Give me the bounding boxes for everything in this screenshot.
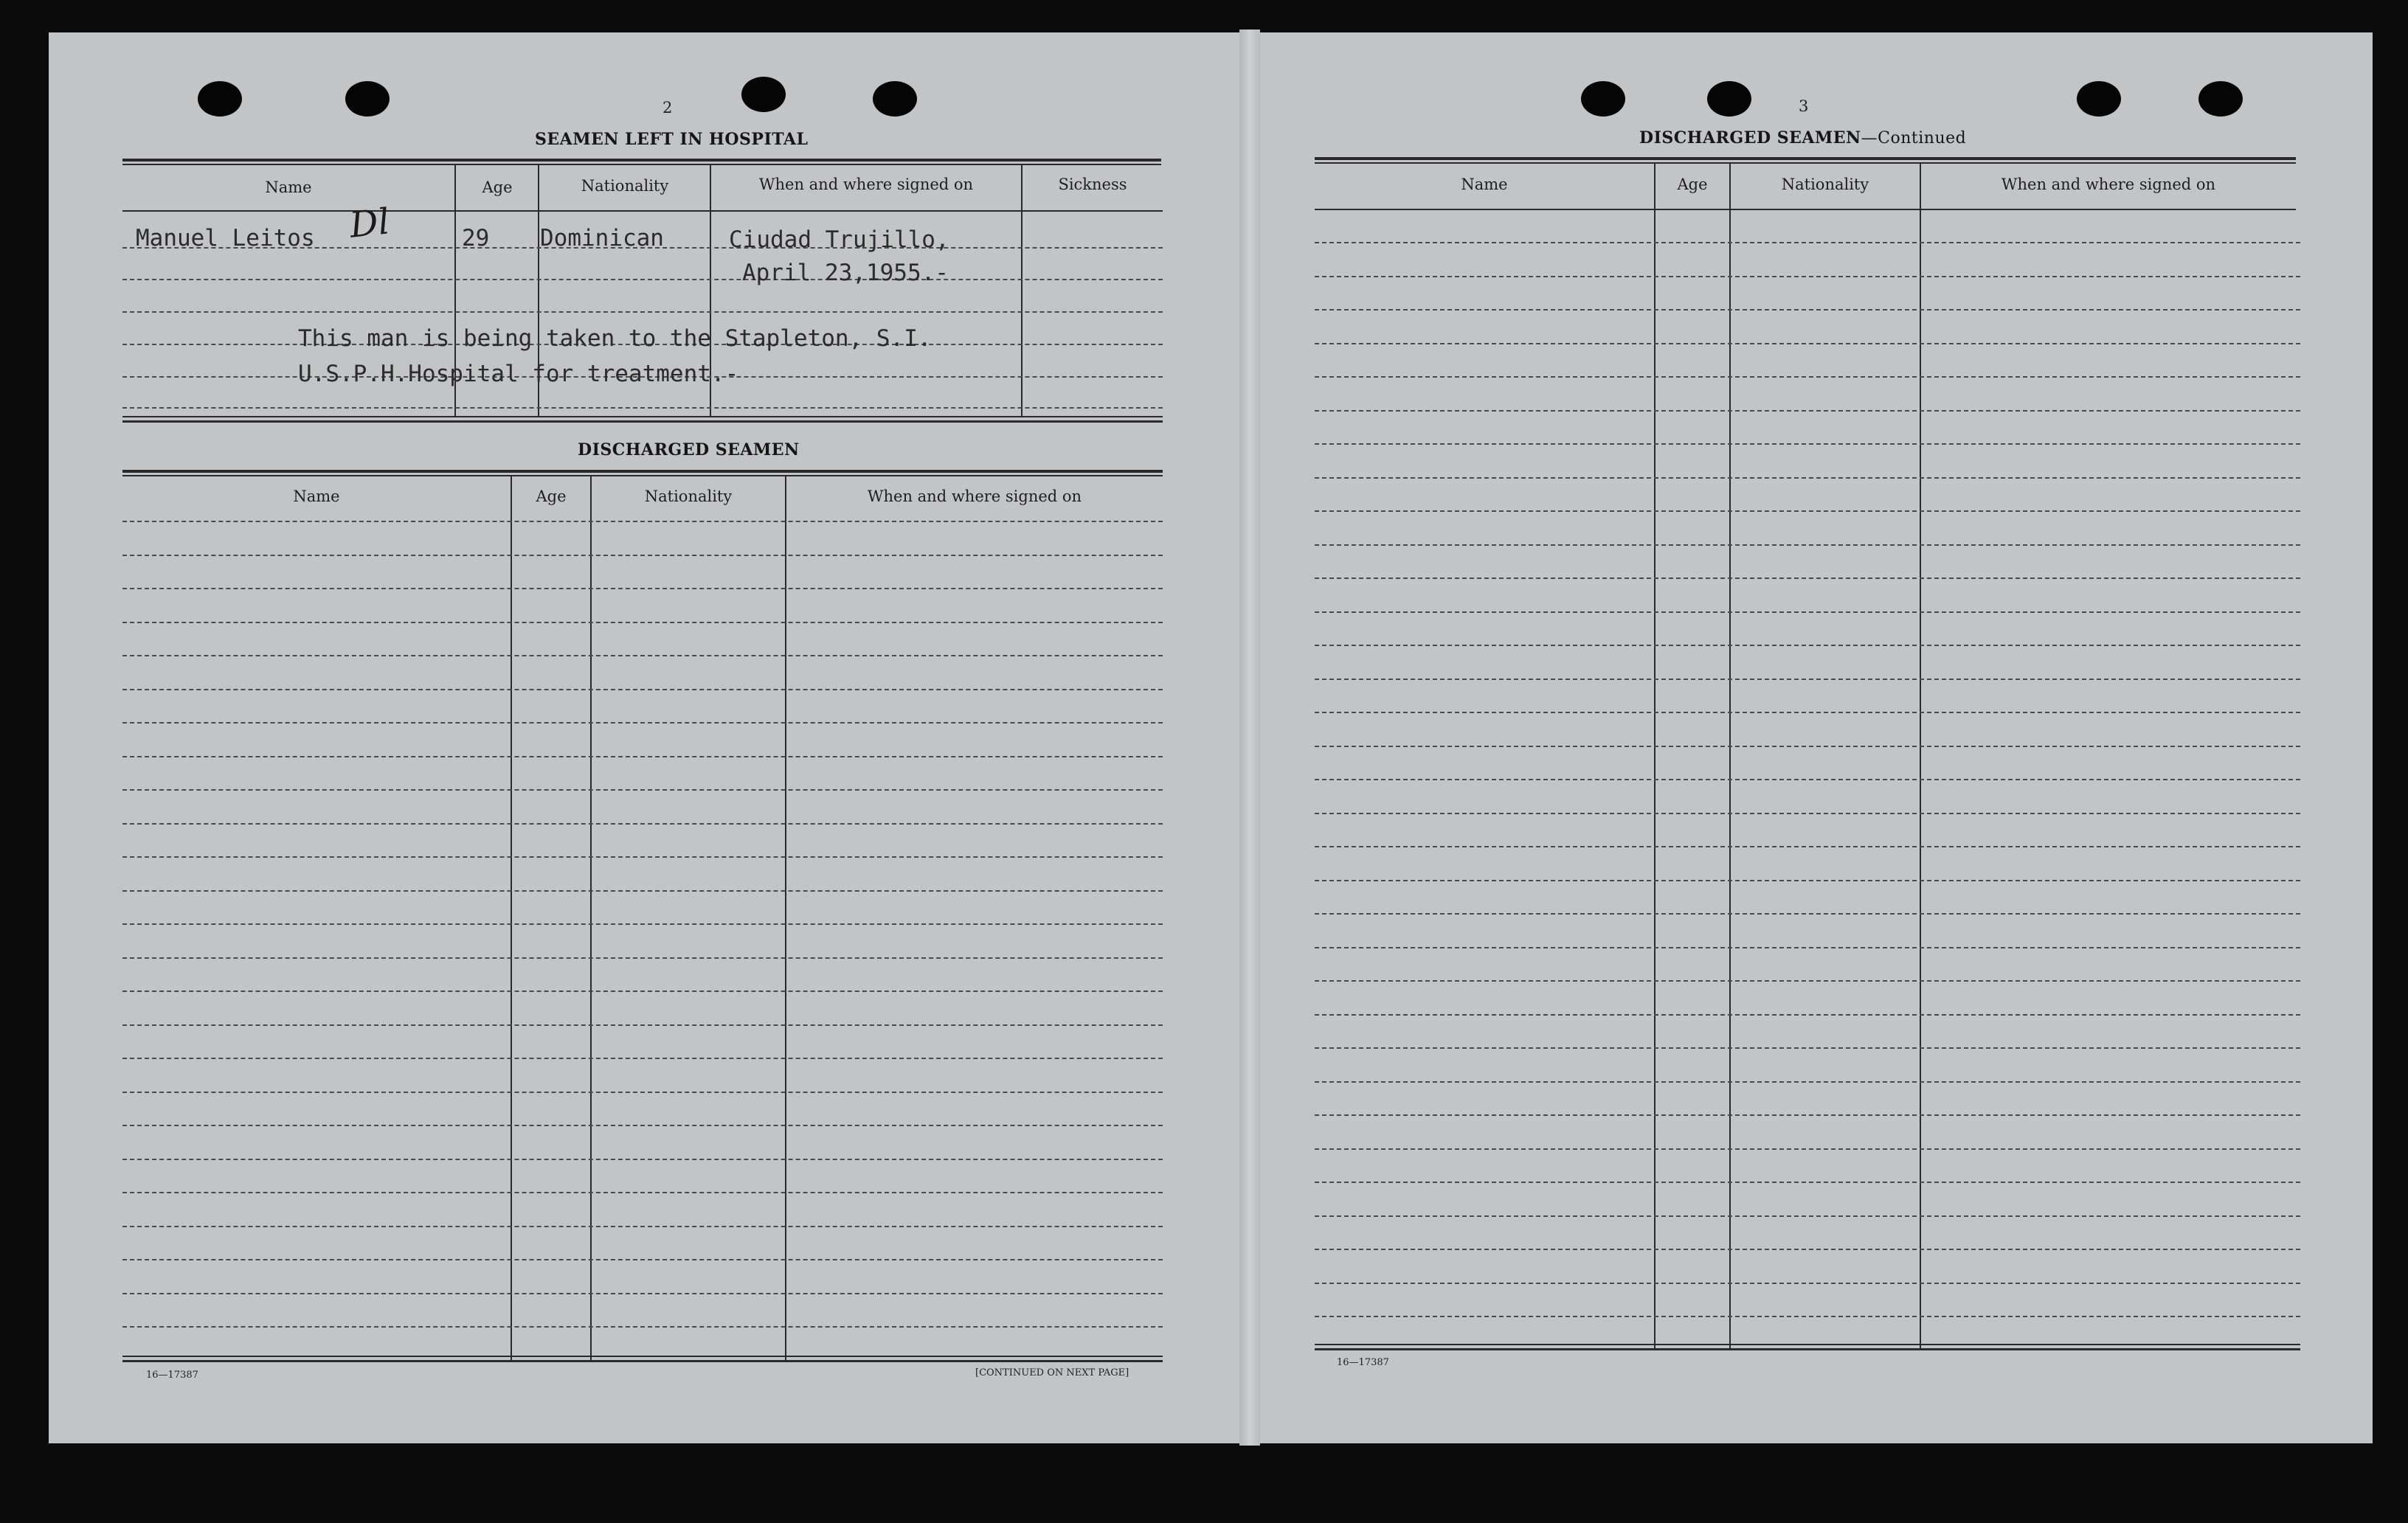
entry-line (122, 588, 1163, 589)
entry-line (1315, 1047, 2300, 1049)
entry-line (122, 1192, 1163, 1193)
seaman-age: 29 (462, 225, 490, 251)
column-header-signed-on: When and where signed on (867, 488, 1082, 505)
entry-line (1315, 1283, 2300, 1284)
punch-hole (2198, 81, 2243, 117)
rule (122, 420, 1163, 423)
column-header-sickness: Sickness (1058, 176, 1127, 193)
entry-line (1315, 813, 2300, 814)
column-divider (511, 475, 512, 1360)
column-divider (1920, 162, 1921, 1348)
entry-line (1315, 443, 2300, 445)
entry-line (122, 1125, 1163, 1126)
entry-line (122, 521, 1163, 522)
rule (122, 475, 1163, 476)
discharged-continued-title (1639, 128, 1966, 148)
column-header-name: Name (1461, 176, 1508, 193)
column-header-age: Age (1677, 176, 1708, 193)
entry-line (1315, 343, 2300, 344)
entry-line (1315, 980, 2300, 982)
rule (122, 159, 1161, 162)
entry-line (122, 923, 1163, 925)
column-divider (1021, 164, 1023, 416)
entry-line (1315, 779, 2300, 780)
column-header-signed-on: When and where signed on (2001, 176, 2216, 193)
entry-line (1315, 242, 2300, 243)
entry-line (122, 689, 1163, 690)
entry-line (1315, 1215, 2300, 1217)
handwritten-initials: Dl (347, 201, 392, 246)
entry-line (122, 1293, 1163, 1294)
document-paper (49, 32, 2373, 1443)
punch-hole (741, 77, 786, 112)
column-header-signed-on: When and where signed on (758, 176, 974, 193)
entry-line (122, 789, 1163, 791)
title-main: DISCHARGED SEAMEN (1639, 128, 1861, 148)
entry-line (122, 655, 1163, 656)
entry-line (122, 1024, 1163, 1026)
column-header-name: Name (293, 488, 340, 505)
column-header-nationality: Nationality (581, 177, 669, 195)
rule (1315, 1344, 2300, 1345)
entry-line (122, 279, 1163, 280)
page-gutter (1239, 30, 1260, 1446)
column-header-name: Name (265, 178, 312, 196)
punch-hole (873, 81, 917, 117)
rule (1315, 209, 2296, 210)
entry-line (1315, 1249, 2300, 1250)
entry-line (122, 823, 1163, 825)
entry-line (1315, 645, 2300, 646)
form-number: 16—17387 (146, 1370, 198, 1381)
form-number: 16—17387 (1337, 1357, 1389, 1368)
rule (122, 470, 1163, 473)
entry-line (1315, 510, 2300, 512)
rule (122, 164, 1161, 165)
continued-note: [CONTINUED ON NEXT PAGE] (975, 1367, 1129, 1378)
entry-line (1315, 1081, 2300, 1083)
column-header-age: Age (536, 488, 567, 505)
column-header-nationality: Nationality (644, 488, 733, 505)
entry-line (122, 856, 1163, 858)
signed-on-place: Ciudad Trujillo, (729, 226, 949, 253)
rule (122, 416, 1163, 417)
rule (122, 210, 1163, 212)
entry-line (122, 957, 1163, 959)
entry-line (122, 890, 1163, 892)
page-number: 2 (662, 99, 673, 117)
entry-line (122, 1326, 1163, 1328)
column-divider (1654, 162, 1656, 1348)
entry-line (1315, 746, 2300, 747)
rule (1315, 157, 2296, 160)
entry-line (1315, 947, 2300, 948)
hospital-note: This man is being taken to the Stapleton, S.I. (298, 325, 932, 352)
entry-line (122, 1159, 1163, 1160)
entry-line (1315, 1148, 2300, 1150)
entry-line (1315, 376, 2300, 378)
entry-line (1315, 309, 2300, 311)
entry-line (1315, 1316, 2300, 1317)
title-suffix: —Continued (1861, 129, 1967, 148)
entry-line (122, 756, 1163, 757)
entry-line (122, 1226, 1163, 1227)
entry-line (1315, 611, 2300, 613)
entry-line (1315, 410, 2300, 412)
entry-line (1315, 477, 2300, 479)
rule (1315, 162, 2296, 164)
hospital-section-title: SEAMEN LEFT IN HOSPITAL (535, 130, 809, 149)
entry-line (122, 1259, 1163, 1260)
column-divider (1729, 162, 1731, 1348)
entry-line (122, 1058, 1163, 1059)
punch-hole (345, 81, 390, 117)
rule (122, 1356, 1163, 1357)
entry-line (1315, 1114, 2300, 1116)
entry-line (1315, 846, 2300, 847)
page-number: 3 (1799, 97, 1809, 115)
entry-line (122, 622, 1163, 623)
entry-line (122, 311, 1163, 313)
rule (1315, 1348, 2300, 1350)
seaman-name: Manuel Leitos (136, 225, 315, 251)
entry-line (1315, 880, 2300, 881)
punch-hole (1581, 81, 1625, 117)
entry-line (1315, 679, 2300, 680)
column-divider (590, 475, 592, 1360)
signed-on-date: April 23,1955.- (742, 260, 949, 286)
entry-line (1315, 1182, 2300, 1183)
entry-line (1315, 1014, 2300, 1016)
punch-hole (198, 81, 242, 117)
punch-hole (2077, 81, 2121, 117)
entry-line (122, 1092, 1163, 1093)
punch-hole (1707, 81, 1751, 117)
entry-line (122, 991, 1163, 992)
entry-line (1315, 712, 2300, 713)
discharged-section-title: DISCHARGED SEAMEN (578, 440, 800, 459)
seaman-nationality: Dominican (540, 225, 664, 251)
rule (122, 1360, 1163, 1362)
entry-line (1315, 577, 2300, 579)
hospital-note: U.S.P.H.Hospital for treatment.- (298, 361, 739, 387)
entry-line (1315, 544, 2300, 546)
column-header-age: Age (482, 178, 513, 196)
entry-line (122, 555, 1163, 556)
column-divider (785, 475, 786, 1360)
entry-line (122, 407, 1163, 409)
entry-line (1315, 913, 2300, 915)
entry-line (1315, 276, 2300, 277)
entry-line (122, 722, 1163, 724)
column-header-nationality: Nationality (1781, 176, 1869, 193)
